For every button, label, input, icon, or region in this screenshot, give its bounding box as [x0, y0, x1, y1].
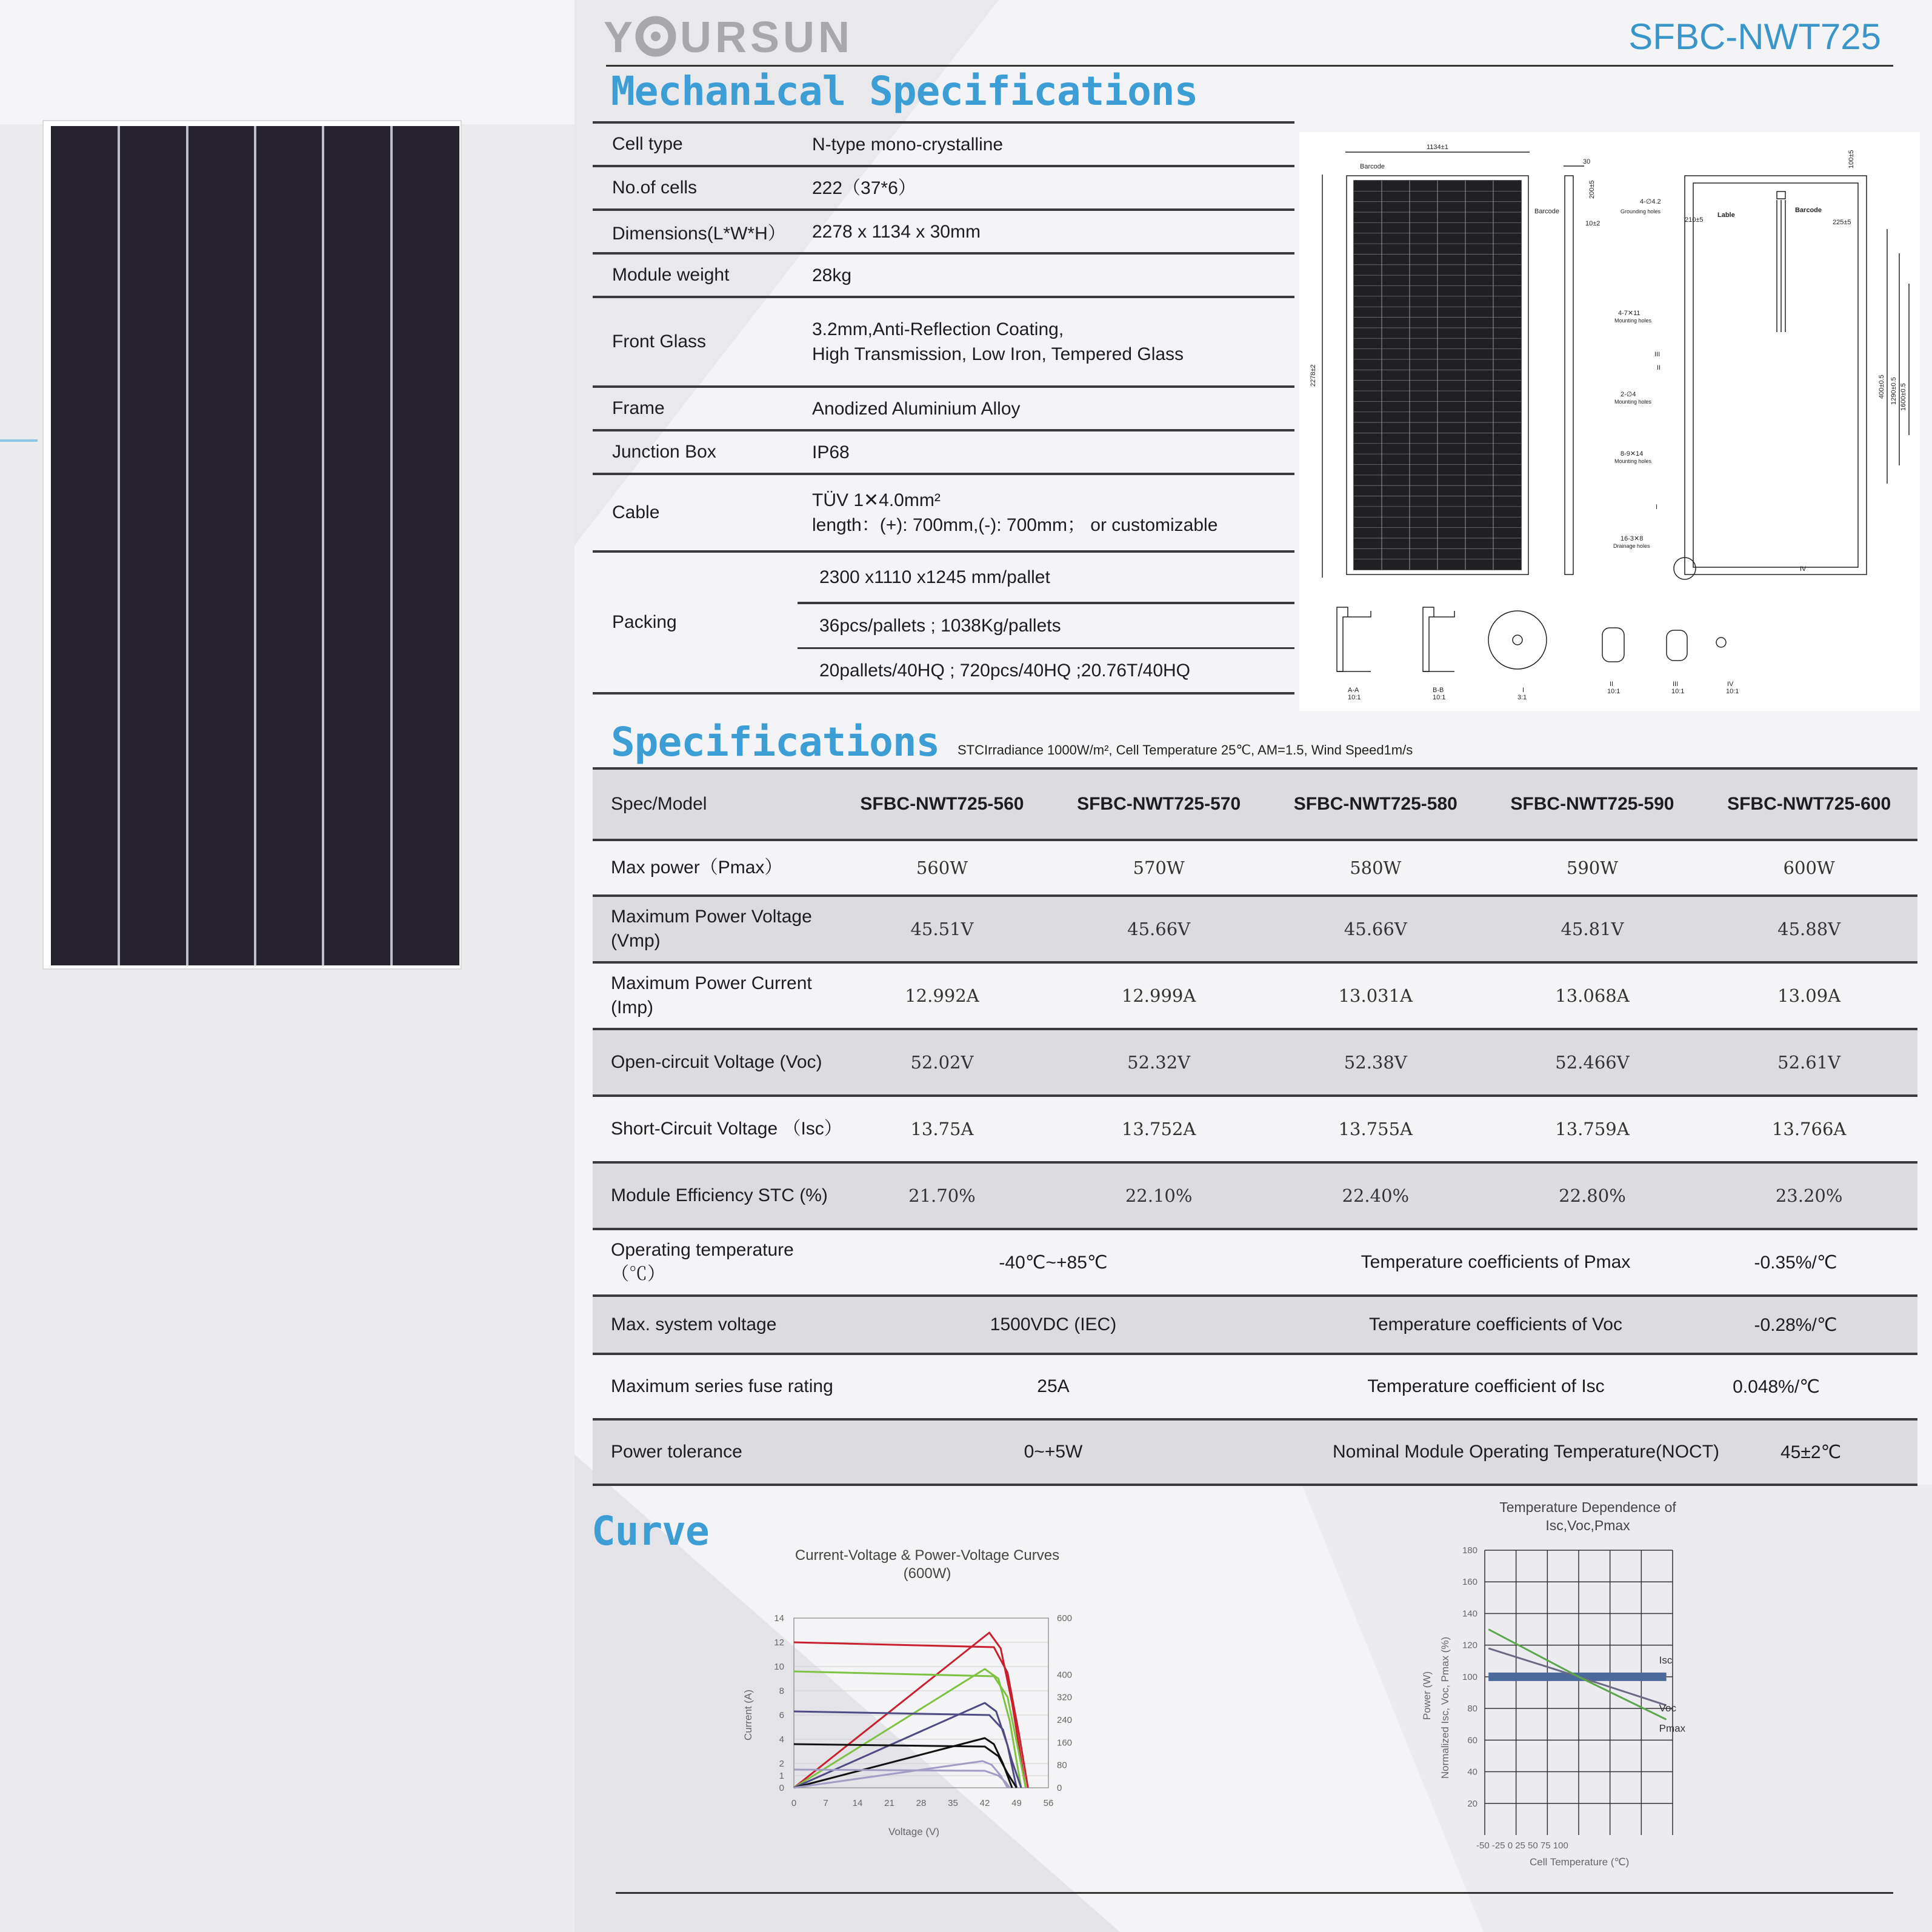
- spec-row: [593, 167, 1294, 211]
- model-header: SFBC-NWT725-570: [1077, 794, 1241, 814]
- drawing-label: 210±5: [1685, 216, 1704, 224]
- spec-value: Anodized Aluminium Alloy: [812, 398, 1021, 419]
- cell-value: 13.766A: [1771, 1119, 1847, 1139]
- solar-panel-image: [42, 120, 462, 970]
- cell-value: 1500VDC (IEC): [990, 1314, 1117, 1334]
- cell-value: 570W: [1133, 858, 1185, 878]
- drawing-label: IV: [1727, 681, 1734, 688]
- drawing-label: 8-9✕14: [1621, 450, 1644, 458]
- cell-value: 13.09A: [1777, 985, 1841, 1006]
- panel-string-divider: [322, 126, 324, 965]
- row-label: Max power（Pmax）: [611, 858, 783, 878]
- iv-x-tick: 35: [948, 1798, 958, 1808]
- cell-value: 13.755A: [1338, 1119, 1413, 1139]
- drawing-label: 100±5: [1848, 150, 1855, 168]
- iv-chart: [739, 1594, 1103, 1848]
- stc-note: STCIrradiance 1000W/m², Cell Temperature 25℃, AM=1.5, Wind Speed1m/s: [958, 742, 1413, 758]
- iv-x-label: Voltage (V): [888, 1826, 940, 1837]
- drawing-label: B-B: [1433, 687, 1444, 694]
- spec-value: 3.2mm,Anti-Reflection Coating,: [812, 319, 1064, 339]
- drawing-label: 10:1: [1433, 694, 1446, 701]
- drawing-label: 2-∅4: [1621, 391, 1636, 398]
- cell-value: 590W: [1566, 858, 1619, 878]
- spec-value: High Transmission, Low Iron, Tempered Glass: [812, 344, 1184, 364]
- iv-x-tick: 42: [979, 1798, 990, 1808]
- row-label: Temperature coefficient of Isc: [1367, 1376, 1605, 1396]
- spec-row: [593, 211, 1294, 255]
- spec-row: [593, 298, 1294, 388]
- iv-y2-tick: 600: [1057, 1613, 1073, 1624]
- header-cell: Spec/Model: [611, 794, 707, 814]
- spec-row: [593, 1230, 1917, 1297]
- iv-x-tick: 0: [791, 1798, 797, 1808]
- spec-row: [593, 841, 1917, 897]
- drawing-label: Mounting holes: [1614, 458, 1652, 464]
- drawing-label: Barcode: [1795, 207, 1822, 214]
- drawing-label: 200±5: [1588, 180, 1596, 199]
- spec-value: 2300 x1110 x1245 mm/pallet: [798, 553, 1294, 604]
- spec-value: TÜV 1✕4.0mm²: [812, 490, 941, 510]
- iv-y2-tick: 0: [1057, 1783, 1062, 1793]
- iv-y2-tick: 400: [1057, 1670, 1073, 1681]
- row-label: Temperature coefficients of Voc: [1368, 1314, 1622, 1334]
- cell-value: 45.81V: [1561, 919, 1624, 939]
- mechanical-specs-title: Mechanical Specifications: [611, 68, 1198, 115]
- model-title: SFBC-NWT725: [1628, 16, 1881, 57]
- drawing-label: II: [1610, 681, 1614, 688]
- iv-y-tick: 2: [779, 1759, 784, 1769]
- spec-header-row: [593, 770, 1917, 841]
- cell-value: 21.70%: [908, 1185, 976, 1206]
- iv-y2-tick: 160: [1057, 1737, 1073, 1748]
- row-label: Short-Circuit Voltage （Isc）: [611, 1119, 842, 1139]
- technical-drawing: [1299, 132, 1920, 711]
- drawing-label: 10:1: [1607, 688, 1621, 695]
- iv-x-tick: 21: [884, 1798, 894, 1808]
- spec-value: N-type mono-crystalline: [812, 134, 1004, 155]
- cell-value: 25A: [1037, 1376, 1070, 1396]
- t-y-tick: 60: [1467, 1735, 1477, 1746]
- temp-y-label: Normalized Isc, Voc, Pmax (%): [1439, 1636, 1451, 1779]
- spec-row: [593, 255, 1294, 298]
- drawing-label: 10±2: [1585, 220, 1601, 227]
- t-y-tick: 80: [1467, 1704, 1477, 1714]
- drawing-label: 10:1: [1726, 688, 1739, 695]
- iv-y2-tick: 240: [1057, 1715, 1073, 1725]
- cell-value: -40℃~+85℃: [999, 1252, 1108, 1273]
- cell-value: 12.992A: [905, 985, 979, 1006]
- spec-key: Module weight: [612, 265, 730, 285]
- drawing-label: III: [1673, 681, 1679, 688]
- model-header: SFBC-NWT725-590: [1510, 794, 1674, 814]
- row-label: Max. system voltage: [611, 1314, 777, 1334]
- row-label: Operating temperature （℃）: [611, 1240, 794, 1284]
- iv-y-tick: 14: [774, 1613, 784, 1624]
- header-rule: [606, 65, 1893, 67]
- cell-value: 23.20%: [1775, 1185, 1843, 1206]
- spec-value: length：(+): 700mm,(-): 700mm； or customizable: [812, 515, 1218, 535]
- iv-y2-tick: 320: [1057, 1692, 1073, 1703]
- spec-key: Frame: [612, 398, 665, 418]
- temp-x-label: Cell Temperature (℃): [1530, 1856, 1630, 1868]
- drawing-label: Mounting holes: [1614, 318, 1652, 324]
- iv-y-label: Current (A): [742, 1689, 754, 1741]
- panel-string-divider: [186, 126, 188, 965]
- cell-value: 13.031A: [1338, 985, 1413, 1006]
- cell-value: 52.38V: [1344, 1052, 1407, 1073]
- row-label: Open-circuit Voltage (Voc): [611, 1052, 822, 1072]
- iv-x-tick: 14: [852, 1798, 863, 1808]
- drawing-label: 3:1: [1517, 694, 1527, 701]
- iv-y-tick: 6: [779, 1710, 784, 1720]
- footer-rule: [616, 1892, 1893, 1894]
- row-label: Maximum series fuse rating: [611, 1376, 833, 1396]
- brand-logo: [604, 13, 870, 59]
- drawing-label: 4-∅4.2: [1640, 198, 1661, 205]
- drawing-label: Barcode: [1534, 208, 1559, 215]
- cell-value: 45.66V: [1344, 919, 1407, 939]
- spec-row: [593, 1355, 1917, 1421]
- t-y-tick: 140: [1462, 1608, 1477, 1619]
- spec-value: 36pcs/pallets ; 1038Kg/pallets: [798, 604, 1294, 649]
- spec-key: Packing: [612, 612, 677, 632]
- t-y-tick: 100: [1462, 1671, 1477, 1682]
- drawing-label: Drainage holes: [1613, 543, 1650, 549]
- drawing-label: 225±5: [1833, 219, 1851, 226]
- row-label: Maximum Power Voltage (Vmp): [611, 907, 812, 951]
- t-y-tick: 20: [1467, 1798, 1477, 1809]
- drawing-label: Barcode: [1360, 163, 1385, 170]
- cell-value: 13.759A: [1555, 1119, 1630, 1139]
- spec-row: [593, 1421, 1917, 1486]
- panel-string-divider: [118, 126, 120, 965]
- drawing-label: 10:1: [1671, 688, 1685, 695]
- row-label: Nominal Module Operating Temperature(NOCT): [1332, 1442, 1720, 1462]
- cell-value: 0.048%/℃: [1733, 1376, 1820, 1397]
- mechanical-specs-table: [593, 121, 1294, 695]
- svg-text:Y: Y: [604, 13, 637, 59]
- cell-value: 45.88V: [1777, 919, 1841, 939]
- cell-value: 560W: [916, 858, 968, 878]
- spec-row: [593, 388, 1294, 431]
- drawing-label: Grounding holes: [1621, 208, 1661, 215]
- row-label: Maximum Power Current (Imp): [611, 973, 812, 1018]
- spec-key: Cable: [612, 502, 660, 522]
- row-label: Module Efficiency STC (%): [611, 1185, 828, 1205]
- row-label: Power tolerance: [611, 1442, 742, 1462]
- cell-value: 45.51V: [910, 919, 974, 939]
- cell-value: 12.999A: [1121, 985, 1196, 1006]
- cell-value: -0.35%/℃: [1754, 1252, 1837, 1273]
- drawing-label: 4-7✕11: [1618, 310, 1641, 317]
- iv-x-tick: 28: [916, 1798, 927, 1808]
- cell-value: 22.80%: [1559, 1185, 1626, 1206]
- t-y-tick: 40: [1467, 1767, 1477, 1777]
- spec-value: 222（37*6）: [812, 178, 916, 198]
- cell-value: 52.32V: [1127, 1052, 1191, 1073]
- iv-x-tick: 49: [1011, 1798, 1022, 1808]
- spec-row: [593, 1030, 1917, 1097]
- model-header: SFBC-NWT725-560: [860, 794, 1024, 814]
- t-series-label: Pmax: [1659, 1722, 1686, 1734]
- t-series-label: Isc: [1659, 1654, 1673, 1666]
- iv-y-tick: 0: [779, 1783, 784, 1793]
- drawing-label: 2278±2: [1310, 364, 1317, 387]
- curve-title: Curve: [591, 1508, 709, 1554]
- panel-string-divider: [254, 126, 256, 965]
- spec-row: [593, 431, 1294, 475]
- cell-value: 45.66V: [1127, 919, 1191, 939]
- drawing-label: 1134±1: [1427, 144, 1448, 151]
- drawing-label: 16-3✕8: [1621, 535, 1644, 542]
- iv-y-tick: 1: [779, 1771, 784, 1781]
- spec-key: Dimensions(L*W*H）: [612, 224, 786, 244]
- specifications-title: Specifications: [611, 719, 940, 765]
- iv-y-tick: 12: [774, 1637, 784, 1648]
- cell-value: 45±2℃: [1780, 1442, 1842, 1462]
- drawing-label: II: [1657, 364, 1661, 371]
- model-header: SFBC-NWT725-580: [1293, 794, 1457, 814]
- cell-value: 22.10%: [1125, 1185, 1193, 1206]
- cell-value: 13.75A: [910, 1119, 974, 1139]
- iv-x-tick: 7: [823, 1798, 828, 1808]
- cell-value: 52.02V: [910, 1052, 974, 1073]
- model-header: SFBC-NWT725-600: [1727, 794, 1891, 814]
- drawing-label: I: [1656, 504, 1658, 511]
- spec-row: [593, 897, 1917, 964]
- spec-key: Junction Box: [612, 442, 716, 462]
- t-y-tick: 120: [1462, 1640, 1477, 1651]
- drawing-label: I: [1522, 687, 1525, 694]
- spec-row: [593, 1297, 1917, 1355]
- drawing-label: Mounting holes: [1614, 399, 1652, 405]
- svg-text:URSUN: URSUN: [680, 13, 854, 59]
- t-y-tick: 180: [1462, 1545, 1477, 1556]
- spec-row: [593, 475, 1294, 553]
- cell-value: 52.466V: [1555, 1052, 1630, 1073]
- drawing-label: A-A: [1348, 687, 1359, 694]
- iv-y-tick: 8: [779, 1686, 784, 1696]
- spec-key: Front Glass: [612, 331, 707, 351]
- spec-row: [593, 1097, 1917, 1164]
- drawing-label: Lable: [1717, 212, 1735, 219]
- spec-row: [593, 1164, 1917, 1230]
- drawing-label: 10:1: [1348, 694, 1361, 701]
- iv-chart-title: Current-Voltage & Power-Voltage Curves (600W): [794, 1547, 1060, 1582]
- drawing-label: 1290±0.5: [1890, 377, 1897, 405]
- spec-value: IP68: [812, 442, 850, 462]
- cell-value: 13.068A: [1555, 985, 1630, 1006]
- temp-chart-title: Temperature Dependence of Isc,Voc,Pmax: [1499, 1499, 1676, 1533]
- drawing-label: 30: [1583, 158, 1591, 165]
- cell-value: 22.40%: [1342, 1185, 1410, 1206]
- spec-value: 2278 x 1134 x 30mm: [812, 221, 981, 242]
- drawing-label: IV: [1800, 565, 1807, 573]
- cell-value: -0.28%/℃: [1754, 1314, 1837, 1335]
- spec-row: [593, 964, 1917, 1030]
- temp-x-ticks: -50 -25 0 25 50 75 100: [1476, 1840, 1568, 1851]
- t-y-tick: 160: [1462, 1577, 1477, 1588]
- iv-y-tick: 4: [779, 1734, 784, 1745]
- cell-value: 0~+5W: [1024, 1442, 1083, 1462]
- iv-y2-tick: 80: [1057, 1760, 1067, 1771]
- iv-curve: [794, 1711, 1021, 1788]
- cell-value: 52.61V: [1777, 1052, 1841, 1073]
- spec-row: [593, 124, 1294, 167]
- cell-value: 600W: [1783, 858, 1835, 878]
- cell-value: 13.752A: [1121, 1119, 1196, 1139]
- spec-value: 28kg: [812, 265, 852, 285]
- spec-key: Cell type: [612, 134, 683, 154]
- electrical-specs-table: [593, 767, 1917, 1486]
- packing-row: [593, 553, 1294, 695]
- iv-x-tick: 56: [1043, 1798, 1054, 1808]
- drawing-label: 400±0.5: [1878, 375, 1885, 399]
- temp-chart: [1406, 1538, 1721, 1877]
- row-label: Temperature coefficients of Pmax: [1361, 1252, 1631, 1272]
- drawing-label: 1600±0.5: [1900, 383, 1907, 411]
- temp-outer-y-label: Power (W): [1421, 1671, 1433, 1720]
- iv-y-tick: 10: [774, 1662, 784, 1672]
- drawing-label: III: [1654, 351, 1661, 358]
- spec-value: 20pallets/40HQ ; 720pcs/40HQ ;20.76T/40HQ: [819, 660, 1191, 681]
- t-series-label: Voc: [1659, 1702, 1677, 1714]
- cell-value: 580W: [1350, 858, 1402, 878]
- panel-string-divider: [390, 126, 393, 965]
- spec-key: No.of cells: [612, 178, 698, 198]
